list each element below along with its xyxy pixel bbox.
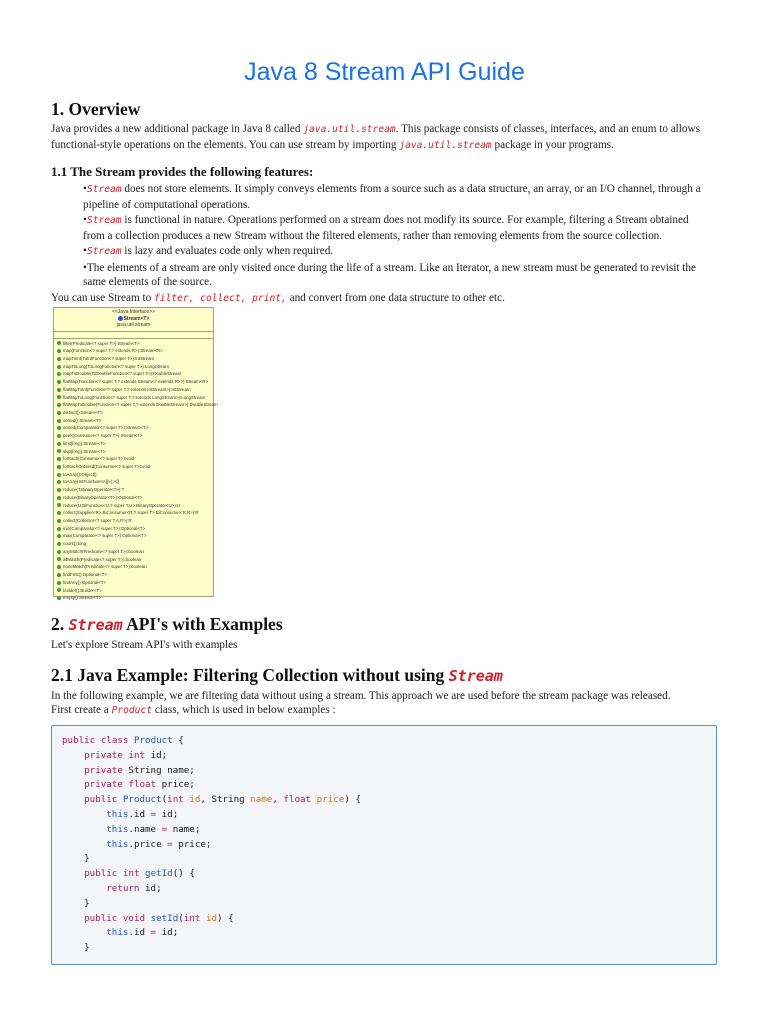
uml-method bbox=[54, 440, 213, 448]
method-icon bbox=[57, 365, 61, 369]
uml-method-signature: count():long bbox=[63, 541, 87, 547]
method-icon bbox=[57, 380, 61, 384]
uml-method bbox=[54, 455, 213, 463]
features-list bbox=[83, 182, 713, 291]
uml-method-signature: mapToLong(ToLongFunction<? super T>):LongStream bbox=[63, 363, 169, 369]
method-icon bbox=[57, 357, 61, 361]
method-icon bbox=[57, 480, 61, 484]
method-icon bbox=[57, 349, 61, 353]
overview-text-1: Java provides a new additional package in Java 8 called bbox=[51, 123, 304, 135]
method-icon bbox=[57, 449, 61, 453]
list-item bbox=[83, 182, 713, 212]
uml-method-signature: collect(Supplier<R>,BiConsumer<R,? super T>,BiConsumer<R,R>):R bbox=[63, 510, 199, 516]
uml-method-signature: limit(long):Stream<T> bbox=[63, 440, 106, 446]
uml-method-signature: min(Comparator<? super T>):Optional<T> bbox=[63, 525, 146, 531]
code-block bbox=[51, 725, 717, 965]
section21-line1: In the following example, we are filtering data without using a stream. This approach we are used before the stream package was released. bbox=[51, 690, 671, 702]
bullet-mark: • bbox=[83, 214, 87, 226]
method-icon bbox=[57, 442, 61, 446]
uml-method bbox=[54, 532, 213, 540]
section21-heading bbox=[51, 665, 503, 686]
uml-method bbox=[54, 409, 213, 417]
usage-text-1: You can use Stream to bbox=[51, 292, 154, 304]
list-item bbox=[83, 261, 713, 290]
stream-code: Stream bbox=[86, 184, 122, 195]
method-icon bbox=[57, 419, 61, 423]
method-icon bbox=[57, 581, 61, 585]
method-icon bbox=[57, 557, 61, 561]
uml-method-signature: findFirst():Optional<T> bbox=[63, 572, 107, 578]
uml-method bbox=[54, 378, 213, 386]
uml-method-signature: toArray(IntFunction<A[]>):A[] bbox=[63, 479, 119, 485]
method-icon bbox=[57, 588, 61, 592]
uml-method-signature: reduce(BinaryOperator<T>):Optional<T> bbox=[63, 494, 143, 500]
method-icon bbox=[57, 341, 61, 345]
uml-method-signature: empty():Stream<T> bbox=[63, 595, 102, 601]
uml-method-signature: sorted():Stream<T> bbox=[63, 417, 102, 423]
uml-method-signature: mapToInt(ToIntFunction<? super T>):IntStream bbox=[63, 355, 155, 361]
uml-method-signature: filter(Predicate<? super T>):Stream<T> bbox=[63, 340, 140, 346]
package-code: java.util.stream bbox=[399, 139, 492, 151]
methods-code: filter, collect, print, bbox=[153, 293, 287, 304]
method-icon bbox=[57, 596, 61, 600]
method-icon bbox=[57, 426, 61, 430]
uml-method-signature: reduce(U,BiFunction<U,? super T,U>,BinaryOperator<U>):U bbox=[63, 502, 181, 508]
uml-method-signature: noneMatch(Predicate<? super T>):boolean bbox=[63, 564, 147, 570]
uml-divider bbox=[54, 331, 213, 338]
uml-method bbox=[54, 340, 213, 348]
method-icon bbox=[57, 542, 61, 546]
section2-heading bbox=[51, 614, 283, 635]
method-icon bbox=[57, 388, 61, 392]
product-code: Product bbox=[111, 705, 153, 716]
uml-method-signature: max(Comparator<? super T>):Optional<T> bbox=[63, 533, 147, 539]
uml-method bbox=[54, 502, 213, 510]
stream-uml-diagram bbox=[53, 307, 218, 601]
uml-method bbox=[54, 540, 213, 548]
uml-method bbox=[54, 424, 213, 432]
uml-method bbox=[54, 417, 213, 425]
page-title: Java 8 Stream API Guide bbox=[244, 58, 525, 86]
method-icon bbox=[57, 534, 61, 538]
method-icon bbox=[57, 565, 61, 569]
list-item-text: The elements of a stream are only visited once during the life of a stream. Like an Iterator, a new stream must be generated to revisit the same elements of the source. bbox=[83, 261, 696, 288]
list-item bbox=[83, 244, 713, 260]
uml-method-signature: distinct():Stream<T> bbox=[63, 409, 103, 415]
overview-paragraph bbox=[51, 122, 711, 153]
uml-method bbox=[54, 463, 213, 471]
stream-code: Stream bbox=[68, 616, 123, 634]
method-icon bbox=[57, 496, 61, 500]
uml-method bbox=[54, 571, 213, 579]
overview-text-3: package in your programs. bbox=[491, 138, 614, 151]
uml-method-signature: sorted(Comparator<? super T>):Stream<T> bbox=[63, 425, 149, 431]
section2-title-text: API's with Examples bbox=[122, 614, 283, 634]
list-item-text: does not store elements. It simply conveys elements from a source such as a data structure, an array, or an I/O channel, through a pipeline of computational operations. bbox=[83, 183, 701, 211]
uml-method bbox=[54, 509, 213, 517]
uml-method bbox=[54, 471, 213, 479]
section21-title-text: 2.1 Java Example: Filtering Collection without using bbox=[51, 665, 449, 685]
uml-method bbox=[54, 478, 213, 486]
interface-icon bbox=[118, 316, 123, 321]
bullet-mark: • bbox=[83, 245, 87, 257]
stream-code: Stream bbox=[86, 246, 122, 257]
uml-method bbox=[54, 386, 213, 394]
uml-method-signature: flatMapToInt(Function<? super T,? extends IntStream>):IntStream bbox=[63, 386, 191, 392]
uml-method bbox=[54, 525, 213, 533]
uml-method-signature: forEachOrdered(Consumer<? super T>):void bbox=[63, 464, 151, 469]
uml-method-signature: reduce(T,BinaryOperator<T>):T bbox=[63, 487, 125, 493]
uml-method bbox=[54, 563, 213, 571]
bullet-mark: • bbox=[83, 261, 87, 274]
bullet-mark: • bbox=[83, 183, 87, 195]
uml-method-signature: findAny():Optional<T> bbox=[63, 579, 106, 585]
method-icon bbox=[57, 457, 61, 461]
uml-method bbox=[54, 401, 218, 409]
method-icon bbox=[57, 403, 61, 407]
method-icon bbox=[57, 372, 61, 376]
uml-method bbox=[54, 370, 213, 378]
uml-stereotype: <<Java Interface>> bbox=[111, 309, 156, 315]
uml-method-signature: allMatch(Predicate<? super T>):boolean bbox=[63, 556, 142, 562]
uml-method-list bbox=[54, 340, 218, 602]
uml-method bbox=[54, 363, 213, 371]
overview-heading: 1. Overview bbox=[51, 99, 141, 119]
overview-text-2: . This package consists of classes, interfaces, and an enum to allows functional-style operations on the elements. You can use stream by importing bbox=[51, 123, 700, 151]
uml-method bbox=[54, 394, 213, 402]
method-icon bbox=[57, 434, 61, 438]
method-icon bbox=[57, 573, 61, 577]
package-code: java.util.stream bbox=[303, 124, 396, 135]
uml-method bbox=[54, 579, 213, 587]
uml-method-signature: flatMapToDouble(Function<? super T,? extends DoubleStream>):DoubleStream bbox=[63, 402, 218, 408]
stream-code: Stream bbox=[448, 667, 503, 685]
uml-method bbox=[54, 486, 213, 494]
section21-line2-text-1: First create a bbox=[51, 704, 112, 716]
usage-paragraph bbox=[51, 291, 711, 307]
method-icon bbox=[57, 465, 61, 469]
uml-method-signature: map(Function<? super T,? extends R>):Stream<R> bbox=[63, 348, 163, 354]
method-icon bbox=[57, 550, 61, 554]
uml-method bbox=[54, 347, 213, 355]
list-item-text: is functional in nature. Operations performed on a stream does not modify its source. For example, filtering a Stream obtained from a collection produces a new Stream without the filtered elements, rather than removing elements from the source collection. bbox=[83, 214, 689, 242]
uml-method bbox=[54, 355, 213, 363]
uml-method-signature: skip(long):Stream<T> bbox=[63, 448, 106, 454]
features-heading: 1.1 The Stream provides the following features: bbox=[51, 164, 314, 179]
uml-method-signature: flatMapToLong(Function<? super T,? extends LongStream>):LongStream bbox=[63, 394, 206, 400]
uml-method bbox=[54, 548, 213, 556]
uml-method-signature: forEach(Consumer<? super T>):void bbox=[63, 456, 135, 462]
uml-method-signature: peek(Consumer<? super T>):Stream<T> bbox=[63, 433, 143, 439]
uml-method bbox=[54, 494, 213, 502]
uml-method bbox=[54, 432, 213, 440]
section21-line2-text-2: class, which is used in below examples : bbox=[152, 704, 336, 716]
stream-code: Stream bbox=[86, 215, 122, 226]
method-icon bbox=[57, 488, 61, 492]
method-icon bbox=[57, 519, 61, 523]
uml-method-signature: anyMatch(Predicate<? super T>):boolean bbox=[63, 548, 144, 554]
uml-method-signature: collect(Collector<? super T,A,R>):R bbox=[63, 518, 132, 524]
section2-text: Let's explore Stream API's with examples bbox=[51, 639, 238, 651]
method-icon bbox=[57, 395, 61, 399]
uml-method-signature: toArray():Object[] bbox=[63, 471, 97, 477]
uml-method bbox=[54, 448, 213, 456]
uml-method-signature: flatMap(Function<? super T,? extends Stream<? extends R>>):Stream<R> bbox=[63, 379, 209, 385]
code-listing: public class Product { private int id; private String name; private float price; public Product(int id, String name, float price) { this.id = id; this.name = name; this.price = price; } public int getId() { return id; } public void setId(int id) { this.id = id; } bbox=[62, 735, 361, 954]
method-icon bbox=[57, 473, 61, 477]
method-icon bbox=[57, 411, 61, 415]
uml-method-signature: builder():Builder<T> bbox=[63, 587, 102, 593]
uml-method-signature: mapToDouble(ToDoubleFunction<? super T>):DoubleStream bbox=[63, 371, 182, 377]
uml-method bbox=[54, 556, 213, 564]
method-icon bbox=[57, 511, 61, 515]
method-icon bbox=[57, 527, 61, 531]
section21-line2 bbox=[51, 703, 711, 719]
uml-interface-name: Stream<T> bbox=[123, 315, 150, 322]
section2-number: 2. bbox=[51, 614, 69, 634]
list-item bbox=[83, 213, 713, 243]
uml-package: java.util.stream bbox=[116, 322, 151, 328]
uml-divider bbox=[54, 338, 213, 339]
list-item-text: is lazy and evaluates code only when required. bbox=[121, 245, 334, 257]
uml-method bbox=[54, 517, 213, 525]
uml-header bbox=[54, 308, 213, 329]
uml-method bbox=[54, 587, 213, 595]
method-icon bbox=[57, 503, 61, 507]
uml-method bbox=[54, 594, 213, 602]
usage-text-2: and convert from one data structure to other etc. bbox=[286, 292, 505, 304]
